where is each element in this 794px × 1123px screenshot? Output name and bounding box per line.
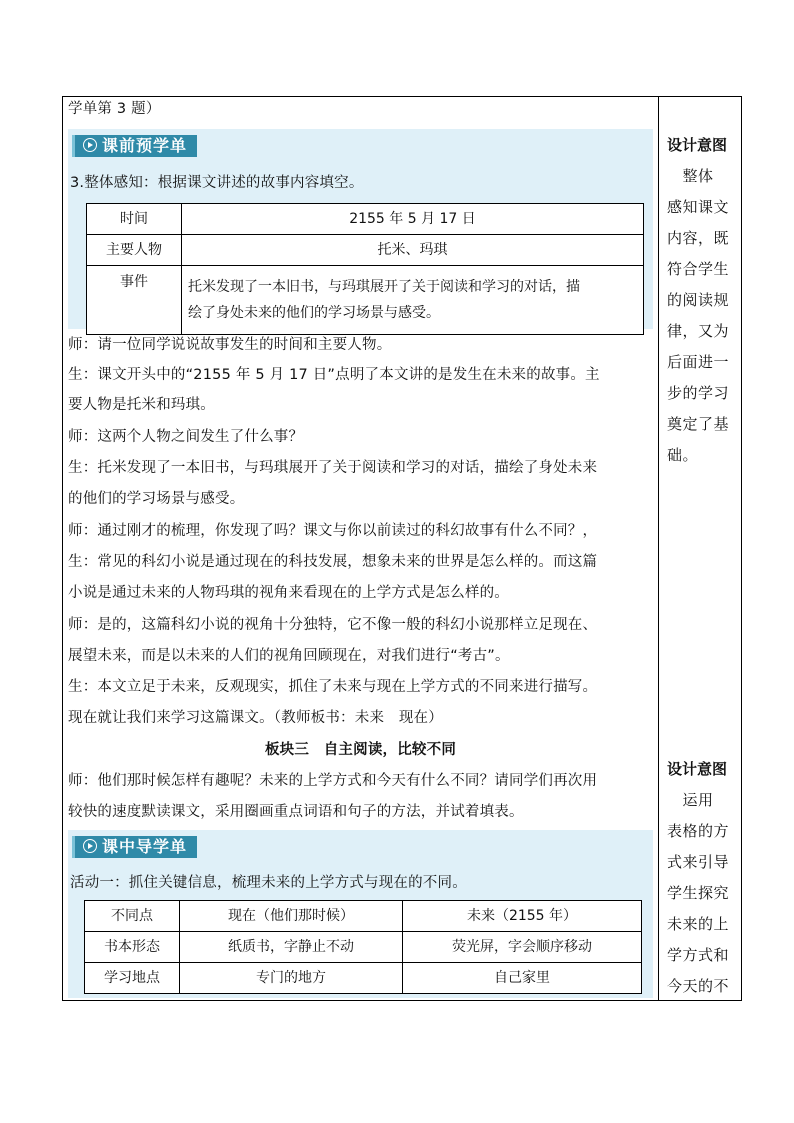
- design-intent-line: 学方式和: [667, 946, 730, 964]
- table-cell: 书本形态: [85, 932, 180, 963]
- design-intent-line: 学生探究: [667, 884, 730, 902]
- dialogue-line: 展望未来，而是以未来的人们的视角回顾现在，对我们进行“考古”。: [68, 648, 510, 664]
- pre-study-banner: [72, 135, 197, 157]
- task-3-text: 3.整体感知：根据课文讲述的故事内容填空。: [70, 175, 364, 191]
- play-circle-icon: [83, 138, 97, 152]
- design-intent-line: 内容，既: [667, 229, 730, 247]
- pre-study-banner-label: 课前预学单: [102, 136, 188, 155]
- table-cell: 学习地点: [85, 963, 180, 994]
- design-intent-line: 未来的上: [667, 915, 730, 933]
- table-row: [87, 235, 644, 266]
- design-intent-line: 的阅读规: [667, 291, 730, 309]
- people-label: 主要人物: [87, 235, 182, 266]
- dialogue-line: 师：是的，这篇科幻小说的视角十分独特，它不像一般的科幻小说那样立足现在、: [68, 617, 598, 633]
- design-intent-line: 整体: [667, 167, 714, 185]
- column-header: 未来（2155 年）: [403, 901, 642, 932]
- play-circle-icon: [83, 839, 97, 853]
- dialogue-line: 的他们的学习场景与感受。: [68, 491, 245, 507]
- design-intent-line: 律，又为: [667, 322, 730, 340]
- table-row: [87, 204, 644, 235]
- table-cell: 专门的地方: [180, 963, 403, 994]
- dialogue-line: 生：常见的科幻小说是通过现在的科技发展，想象未来的世界是怎么样的。而这篇: [68, 554, 598, 570]
- time-label: 时间: [87, 204, 182, 235]
- table-row: [85, 963, 642, 994]
- design-intent-line: 表格的方: [667, 822, 730, 840]
- story-summary-table: [86, 203, 644, 335]
- dialogue-line: 生：课文开头中的“2155 年 5 月 17 日”点明了本文讲的是发生在未来的故事。主: [68, 367, 600, 383]
- people-value: 托米、玛琪: [182, 235, 644, 266]
- event-label: 事件: [87, 266, 182, 335]
- design-intent-title: 设计意图: [667, 760, 728, 778]
- column-header: 现在（他们那时候）: [180, 901, 403, 932]
- in-class-panel: [68, 830, 653, 998]
- dialogue-line: 师：通过刚才的梳理，你发现了吗？课文与你以前读过的科幻故事有什么不同？，: [68, 523, 598, 539]
- design-intent-line: 奠定了基: [667, 415, 730, 433]
- teacher-line: 师：他们那时候怎样有趣呢？未来的上学方式和今天有什么不同？请同学们再次用: [68, 773, 598, 789]
- design-intent-line: 运用: [667, 791, 714, 809]
- dialogue-line: 生：本文立足于未来，反观现实，抓住了未来与现在上学方式的不同来进行描写。: [68, 679, 598, 695]
- design-intent-line: 后面进一: [667, 353, 730, 371]
- pre-study-panel: [68, 129, 653, 329]
- table-cell: 自己家里: [403, 963, 642, 994]
- intro-line: 学单第 3 题）: [68, 101, 161, 117]
- event-line: 托米发现了一本旧书，与玛琪展开了关于阅读和学习的对话，描: [188, 279, 580, 295]
- dialogue-line: 现在就让我们来学习这篇课文。（教师板书：未来 现在）: [68, 710, 443, 726]
- design-intent-line: 础。: [667, 446, 699, 464]
- dialogue-line: 师：这两个人物之间发生了什么事？: [68, 429, 304, 445]
- table-row: [87, 266, 644, 335]
- event-value: [182, 266, 644, 335]
- design-intent-line: 步的学习: [667, 384, 730, 402]
- in-class-banner-label: 课中导学单: [102, 837, 188, 856]
- column-divider: [658, 97, 659, 1000]
- dialogue-line: 生：托米发现了一本旧书，与玛琪展开了关于阅读和学习的对话，描绘了身处未来: [68, 460, 598, 476]
- table-header-row: [85, 901, 642, 932]
- design-intent-line: 今天的不: [667, 977, 730, 995]
- column-header: 不同点: [85, 901, 180, 932]
- dialogue-line: 小说是通过未来的人物玛琪的视角来看现在的上学方式是怎么样的。: [68, 585, 509, 601]
- design-intent-title: 设计意图: [667, 136, 728, 154]
- lesson-plan-frame: [62, 96, 742, 1001]
- table-cell: 纸质书，字静止不动: [180, 932, 403, 963]
- comparison-table: [84, 900, 642, 994]
- design-intent-line: 感知课文: [667, 198, 730, 216]
- section-title: 板块三 自主阅读，比较不同: [264, 742, 457, 758]
- activity-1-text: 活动一：抓住关键信息，梳理未来的上学方式与现在的不同。: [70, 875, 467, 891]
- dialogue-line: 师：请一位同学说说故事发生的时间和主要人物。: [68, 337, 392, 353]
- time-value: 2155 年 5 月 17 日: [182, 204, 644, 235]
- design-intent-line: 符合学生: [667, 260, 730, 278]
- dialogue-line: 要人物是托米和玛琪。: [68, 397, 215, 413]
- in-class-banner: [72, 836, 197, 858]
- event-line: 绘了身处未来的他们的学习场景与感受。: [188, 305, 440, 321]
- table-cell: 荧光屏，字会顺序移动: [403, 932, 642, 963]
- design-intent-line: 式来引导: [667, 853, 730, 871]
- teacher-line: 较快的速度默读课文，采用圈画重点词语和句子的方法，并试着填表。: [68, 804, 524, 820]
- table-row: [85, 932, 642, 963]
